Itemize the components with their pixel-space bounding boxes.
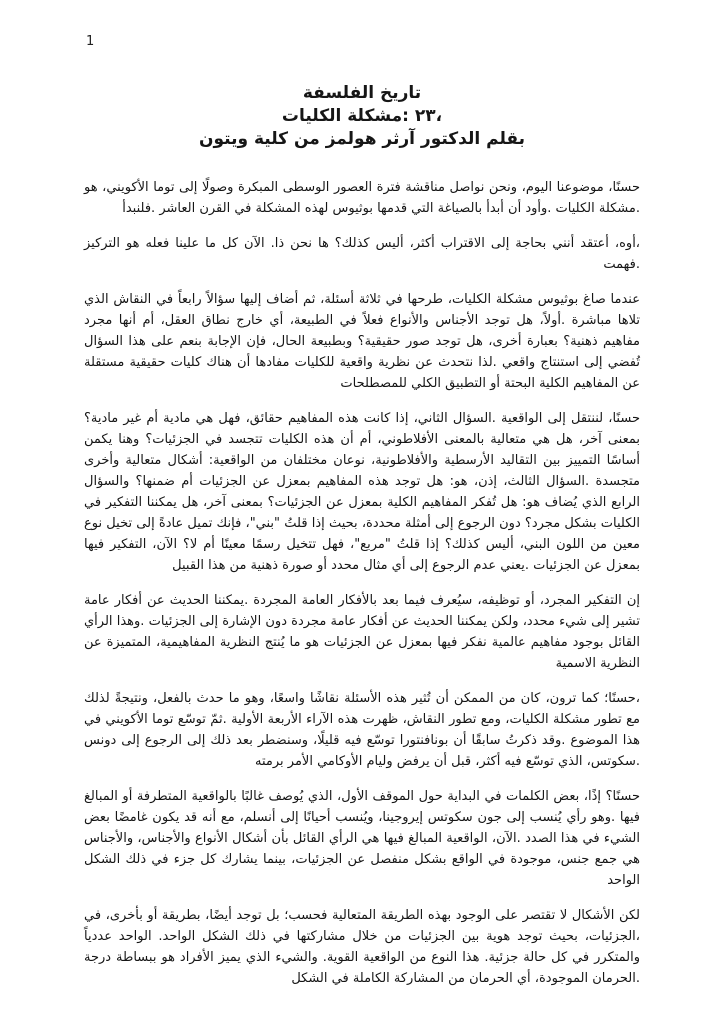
title-block — [84, 82, 640, 151]
paragraph-5: إن التفكير المجرد، أو توظيفه، سيُعرف فيما بعد بالأفكار العامة المجردة .يمكننا الحديث عن أفكار عامة تشير إلى شيء محدد، ولكن يمكننا الحديث عن أفكار عامة مجردة دون الإشارة إلى الجزئيات .وهذا الرأي القائل بوجود مفاهيم عالمية نفكر فيها بمعزل عن الجزئيات هو ما يُنتج النظرية المفاهيمية، المتميزة عن النظرية الاسمية — [84, 593, 640, 671]
paragraph-7: حسنًا؟ إذًا، بعض الكلمات في البداية حول الموقف الأول، الذي يُوصف غالبًا بالواقعية المتطرفة أو المبالغ فيها .وهو رأي يُنسب إلى جون سكوتس إيروجينا، ويُنسب أحيانًا إلى أنسلم، مع أنه قد يكون غامضًا بعض الشيء في هذا الصدد .الآن، الواقعية المبالغ فيها هي الرأي القائل بأن أشكال الأنواع والأجناس، والأجناس هي جمع جنس، موجودة في الواقع بشكل منفصل عن الجزئيات، بينما يشارك كل جزء في ذلك الشكل الواحد — [84, 789, 640, 888]
paragraph-4: حسنًا، لننتقل إلى الواقعية .السؤال الثاني، إذا كانت هذه المفاهيم حقائق، فهل هي مادية أم غير مادية؟ بمعنى آخر، هل هي متعالية بالمعنى الأفلاطوني، أم أن هذه الكليات تتجسد في الجزئيات؟ وهنا يكمن أساسًا التمييز بين التقاليد الأرسطية والأفلاطونية، نوعان مختلفان من الواقعية: أشكال متعالية وأخرى متجسدة .السؤال الثالث، إذن، هو: هل توجد هذه المفاهيم بمعزل عن الجزئيات أم ضمنها؟ والسؤال الرابع الذي يُضاف هو: هل تُفكر المفاهيم الكلية بمعزل عن الجزئيات؟ بمعنى آخر، هل يمكننا التفكير في الكليات بشكل مجرد؟ دون الرجوع إلى أمثلة محددة، بحيث إذا قلتُ "بني"، فإنك تميل عادةً إلى تخيل نوع معين من اللون البني، أليس كذلك؟ إذا قلتُ "مربع"، فهل تتخيل رسمًا معينًا أم لا؟ الآن، التفكير فيها بمعزل عن الجزئيات .يعني عدم الرجوع إلى أي مثال محدد أو صورة ذهنية من هذا القبيل — [84, 411, 640, 573]
body-text — [84, 177, 640, 989]
paragraph-6: ،حسنًا؛ كما ترون، كان من الممكن أن تُثير هذه الأسئلة نقاشًا واسعًا، وهو ما حدث بالفعل، ونتيجةً لذلك مع تطور مشكلة الكليات، ومع تطور النقاش، ظهرت هذه الآراء الأربعة الأولية .ثمّ توسّع توما الأكويني في هذا الموضوع .وقد ذكرتُ سابقًا أن بونافنتورا توسّع فيه قليلًا، وسنضطر بعد ذلك إلى الرجوع إلى دونس .سكوتس، الذي توسّع فيه أكثر، قبل أن يرفض وليام الأوكامي الأمر برمته — [84, 691, 640, 769]
document-content — [84, 82, 640, 1003]
document-subtitle: ،٢٣ :مشكلة الكليات — [281, 106, 443, 126]
document-byline: بقلم الدكتور آرثر هولمز من كلية ويتون — [198, 129, 526, 149]
paragraph-2: ،أوه، أعتقد أنني بحاجة إلى الاقتراب أكثر، أليس كذلك؟ ها نحن ذا. الآن كل ما علينا فعله هو التركيز .فهمت — [84, 236, 640, 272]
page-number: 1 — [86, 34, 95, 49]
paragraph-1: حسنًا، موضوعنا اليوم، ونحن نواصل مناقشة فترة العصور الوسطى المبكرة وصولًا إلى توما الأكويني، هو .مشكلة الكليات .وأود أن أبدأ بالصياغة التي قدمها بوثيوس لهذه المشكلة في القرن العاشر .فلنبدأ — [84, 180, 640, 216]
document-title: تاريخ الفلسفة — [302, 83, 422, 103]
paragraph-3: عندما صاغ بوثيوس مشكلة الكليات، طرحها في ثلاثة أسئلة، ثم أضاف إليها سؤالاً رابعاً في النقاش الذي تلاها مباشرة .أولاً، هل توجد الأجناس والأنواع فعلاً في الطبيعة، أي خارج نطاق العقل، أم أنها مجرد مفاهيم ذهنية؟ بعبارة أخرى، هل توجد صور حقيقية؟ وبطبيعة الحال، فإن الإجابة بنعم على هذا السؤال تُفضي إلى استنتاج واقعي .لذا نتحدث عن نظرية واقعية للكليات مفادها أن هناك كليات حقيقية مستقلة عن المفاهيم الكلية البحتة أو التطبيق الكلي للمصطلحات — [84, 292, 640, 391]
paragraph-8: لكن الأشكال لا تقتصر على الوجود بهذه الطريقة المتعالية فحسب؛ بل توجد أيضًا، بطريقة أو بأخرى، في ،الجزئيات، بحيث توجد هوية بين الجزئيات من خلال مشاركتها في ذلك الشكل الواحد. الواحد عددياً والمتكرر في كل حالة جزئية. هذا النوع من الواقعية القوية. والشيء الذي يميز الأفراد هو ببساطة درجة .الحرمان الموجودة، أي الحرمان من المشاركة الكاملة في الشكل — [84, 908, 640, 986]
